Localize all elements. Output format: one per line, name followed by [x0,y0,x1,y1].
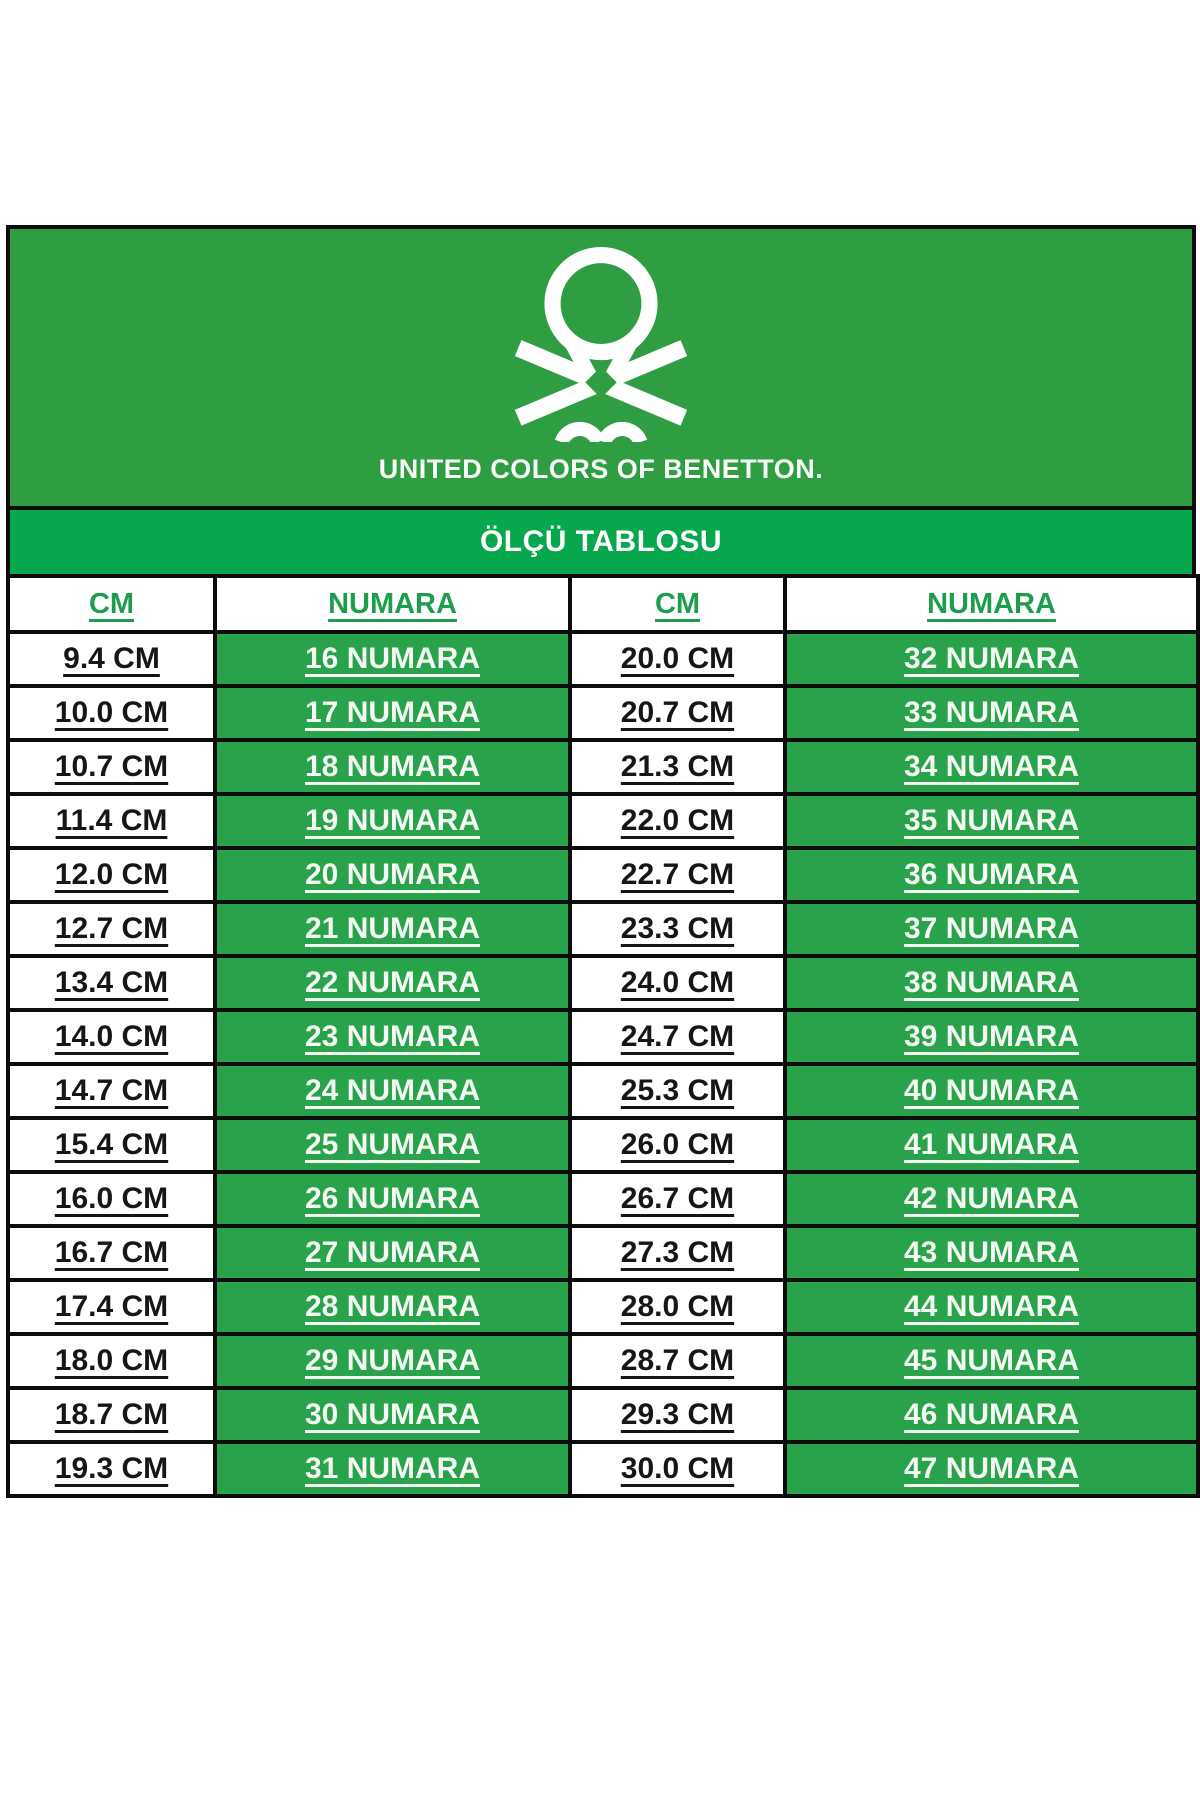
numara-value: 16 NUMARA [304,642,481,675]
numara-value: 23 NUMARA [304,1020,481,1053]
cm-cell-left [8,1226,215,1280]
table-row [8,1064,1198,1118]
numara-cell-left [215,1064,570,1118]
cm-value: 29.3 CM [620,1398,735,1431]
numara-cell-right [785,794,1198,848]
numara-value: 26 NUMARA [304,1182,481,1215]
title-band [6,506,1196,578]
cm-value: 12.7 CM [54,912,169,945]
col-header-label: CM [654,587,701,620]
numara-value: 45 NUMARA [903,1344,1080,1377]
cm-cell-right [570,632,785,686]
numara-value: 42 NUMARA [903,1182,1080,1215]
cm-cell-right [570,1010,785,1064]
numara-value: 20 NUMARA [304,858,481,891]
numara-value: 18 NUMARA [304,750,481,783]
col-header-label: NUMARA [328,587,457,620]
benetton-knot-logo-icon [513,246,689,442]
brand-wordmark: UNITED COLORS OF BENETTON. [378,454,824,484]
table-row [8,1388,1198,1442]
col-header-cm-right [570,576,785,632]
cm-cell-left [8,1118,215,1172]
cm-cell-right [570,848,785,902]
table-row [8,632,1198,686]
table-row [8,794,1198,848]
table-row [8,1226,1198,1280]
cm-value: 20.0 CM [620,642,735,675]
cm-value: 14.7 CM [54,1074,169,1107]
numara-value: 37 NUMARA [903,912,1080,945]
cm-value: 10.7 CM [54,750,169,783]
size-table-title: ÖLÇÜ TABLOSU [479,525,723,558]
col-header-numara-left [215,576,570,632]
numara-cell-right [785,1118,1198,1172]
numara-cell-left [215,740,570,794]
table-row [8,1172,1198,1226]
cm-cell-left [8,902,215,956]
numara-cell-left [215,1388,570,1442]
cm-cell-right [570,1442,785,1496]
cm-value: 18.0 CM [54,1344,169,1377]
numara-cell-left [215,956,570,1010]
cm-cell-right [570,956,785,1010]
size-table [6,574,1200,1498]
table-row [8,740,1198,794]
numara-value: 29 NUMARA [304,1344,481,1377]
numara-cell-right [785,1280,1198,1334]
cm-cell-right [570,1226,785,1280]
cm-value: 16.7 CM [54,1236,169,1269]
numara-cell-left [215,1334,570,1388]
numara-value: 21 NUMARA [304,912,481,945]
cm-value: 11.4 CM [55,804,168,837]
numara-value: 34 NUMARA [903,750,1080,783]
cm-value: 9.4 CM [63,642,160,675]
numara-value: 31 NUMARA [304,1452,481,1485]
cm-value: 19.3 CM [54,1452,169,1485]
table-row [8,956,1198,1010]
cm-cell-left [8,686,215,740]
table-row [8,848,1198,902]
cm-cell-left [8,1280,215,1334]
cm-cell-left [8,632,215,686]
cm-cell-left [8,1010,215,1064]
cm-value: 10.0 CM [54,696,169,729]
numara-value: 24 NUMARA [304,1074,481,1107]
cm-value: 17.4 CM [54,1290,169,1323]
numara-cell-right [785,1010,1198,1064]
cm-value: 24.0 CM [620,966,735,999]
cm-value: 22.7 CM [620,858,735,891]
numara-cell-left [215,1280,570,1334]
numara-value: 27 NUMARA [304,1236,481,1269]
numara-cell-right [785,740,1198,794]
size-chart-sheet [6,225,1196,1498]
numara-value: 17 NUMARA [304,696,481,729]
cm-cell-right [570,1280,785,1334]
cm-value: 28.7 CM [620,1344,735,1377]
numara-cell-right [785,1226,1198,1280]
numara-value: 43 NUMARA [903,1236,1080,1269]
numara-value: 35 NUMARA [903,804,1080,837]
col-header-cm-left [8,576,215,632]
numara-cell-right [785,956,1198,1010]
cm-value: 26.7 CM [620,1182,735,1215]
cm-cell-right [570,686,785,740]
numara-value: 44 NUMARA [903,1290,1080,1323]
cm-cell-left [8,1064,215,1118]
col-header-numara-right [785,576,1198,632]
numara-cell-right [785,632,1198,686]
numara-value: 33 NUMARA [903,696,1080,729]
cm-value: 12.0 CM [54,858,169,891]
numara-value: 25 NUMARA [304,1128,481,1161]
numara-cell-right [785,1064,1198,1118]
numara-value: 19 NUMARA [304,804,481,837]
cm-cell-right [570,1172,785,1226]
cm-cell-right [570,1064,785,1118]
cm-cell-left [8,1442,215,1496]
numara-value: 46 NUMARA [903,1398,1080,1431]
cm-cell-right [570,1118,785,1172]
cm-value: 21.3 CM [620,750,735,783]
col-header-label: CM [88,587,135,620]
numara-value: 38 NUMARA [903,966,1080,999]
numara-cell-left [215,794,570,848]
numara-value: 36 NUMARA [903,858,1080,891]
numara-value: 39 NUMARA [903,1020,1080,1053]
numara-cell-left [215,1226,570,1280]
numara-cell-right [785,902,1198,956]
cm-cell-left [8,848,215,902]
numara-cell-right [785,1388,1198,1442]
numara-value: 41 NUMARA [903,1128,1080,1161]
cm-value: 14.0 CM [54,1020,169,1053]
cm-value: 25.3 CM [620,1074,735,1107]
cm-cell-left [8,956,215,1010]
numara-cell-left [215,686,570,740]
cm-cell-right [570,740,785,794]
numara-cell-right [785,1334,1198,1388]
cm-value: 30.0 CM [620,1452,735,1485]
cm-value: 26.0 CM [620,1128,735,1161]
numara-value: 47 NUMARA [903,1452,1080,1485]
cm-value: 18.7 CM [54,1398,169,1431]
cm-cell-left [8,1172,215,1226]
table-row [8,686,1198,740]
cm-cell-left [8,740,215,794]
numara-cell-left [215,1010,570,1064]
cm-value: 13.4 CM [54,966,169,999]
table-row [8,1334,1198,1388]
numara-value: 22 NUMARA [304,966,481,999]
numara-cell-right [785,686,1198,740]
table-row [8,1280,1198,1334]
numara-cell-right [785,1172,1198,1226]
cm-cell-right [570,1334,785,1388]
cm-value: 22.0 CM [620,804,735,837]
numara-value: 40 NUMARA [903,1074,1080,1107]
cm-cell-left [8,794,215,848]
cm-cell-left [8,1334,215,1388]
cm-value: 16.0 CM [54,1182,169,1215]
table-row [8,902,1198,956]
table-row [8,1442,1198,1496]
numara-cell-left [215,1442,570,1496]
cm-cell-right [570,902,785,956]
numara-cell-left [215,632,570,686]
cm-value: 27.3 CM [620,1236,735,1269]
table-row [8,1010,1198,1064]
numara-cell-left [215,1118,570,1172]
table-row [8,1118,1198,1172]
numara-value: 30 NUMARA [304,1398,481,1431]
numara-cell-left [215,1172,570,1226]
col-header-label: NUMARA [927,587,1056,620]
numara-cell-left [215,902,570,956]
header-row [8,576,1198,632]
numara-value: 28 NUMARA [304,1290,481,1323]
brand-header-block [6,225,1196,510]
numara-value: 32 NUMARA [903,642,1080,675]
numara-cell-right [785,1442,1198,1496]
cm-value: 28.0 CM [620,1290,735,1323]
cm-value: 24.7 CM [620,1020,735,1053]
cm-cell-right [570,1388,785,1442]
cm-value: 23.3 CM [620,912,735,945]
numara-cell-left [215,848,570,902]
numara-cell-right [785,848,1198,902]
cm-cell-left [8,1388,215,1442]
cm-cell-right [570,794,785,848]
cm-value: 15.4 CM [54,1128,169,1161]
cm-value: 20.7 CM [620,696,735,729]
size-table-body [8,632,1198,1496]
